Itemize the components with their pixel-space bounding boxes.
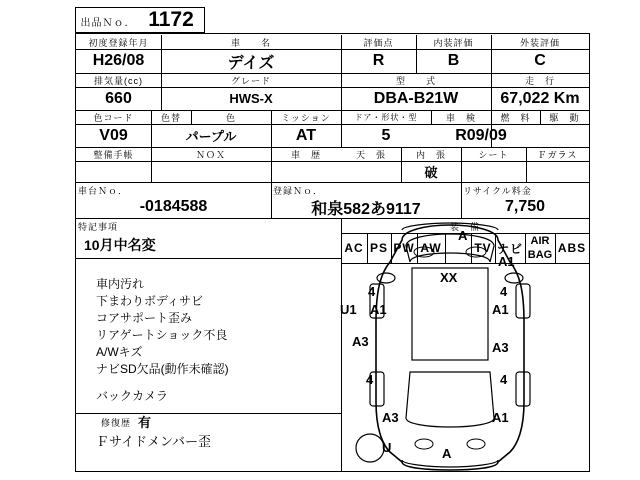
diagram-mark-6: A1: [370, 302, 387, 317]
drive-label: 駆 動: [549, 113, 580, 123]
equipment-cell-abs: ABS: [557, 241, 587, 255]
condition-note-2: コアサポート歪み: [96, 311, 193, 325]
diagram-mark-4: 4: [500, 284, 508, 299]
diagram-mark-1: A1: [498, 254, 515, 269]
diagram-mark-2: XX: [440, 270, 458, 285]
lot-number-label: 出品Ｎｏ．: [80, 17, 136, 29]
diagram-mark-0: A: [458, 228, 468, 243]
displacement-value: 660: [105, 89, 132, 107]
condition-note-6: [96, 378, 336, 388]
plate-value: 和泉582あ9117: [311, 200, 421, 218]
mileage-value: 67,022 Km: [500, 89, 580, 107]
equipment-label: 装 備: [449, 222, 480, 232]
inner-lining-value: 破: [424, 165, 438, 180]
diagram-mark-12: A3: [382, 410, 399, 425]
repair-history-flag: 有: [138, 415, 152, 430]
equipment-cell-pw: PW: [393, 241, 415, 255]
diagram-mark-13: A1: [492, 410, 509, 425]
diagram-mark-10: 4: [366, 372, 374, 387]
mission-value: AT: [295, 126, 317, 144]
equipment-cell-ac: AC: [344, 241, 364, 255]
car-outline-icon: [340, 222, 590, 472]
model-value: DBA-B21W: [373, 89, 459, 107]
seat-label: シート: [478, 150, 509, 160]
displacement-label: 排気量(cc): [94, 76, 143, 86]
repair-history-detail: Ｆサイドメンバー歪: [96, 434, 212, 449]
inspection-value: R09/09: [455, 126, 507, 144]
interior-rating-value: B: [447, 52, 460, 69]
diagram-mark-8: A3: [352, 334, 369, 349]
grade-label: グレード: [230, 76, 271, 86]
notes-label: 特記事項: [78, 222, 119, 232]
chassis-label: 車台Ｎｏ．: [78, 185, 129, 196]
doors-label: ドア・形状・型: [354, 113, 418, 122]
color-value: パープル: [185, 129, 237, 144]
diagram-mark-5: U1: [340, 302, 357, 317]
interior-rating-label: 内装評価: [433, 37, 474, 48]
condition-note-7: バックカメラ: [96, 389, 169, 403]
grade-value: HWS-X: [229, 91, 273, 106]
equipment-cell-ps: PS: [369, 241, 388, 255]
mission-label: ミッション: [281, 113, 331, 123]
roof-label: 天 張: [355, 150, 386, 160]
plate-label: 登録Ｎｏ．: [273, 185, 324, 196]
rating-value: R: [372, 52, 385, 69]
front-glass-label: Ｆガラス: [537, 150, 578, 160]
color-label: 色: [225, 113, 236, 123]
equipment-cell-airbag: AIR BAG: [527, 235, 553, 261]
inspection-label: 車 検: [445, 113, 476, 123]
nox-label: ＮＯＸ: [195, 150, 226, 160]
repaint-label: 色替: [160, 113, 181, 123]
doors-value: 5: [381, 126, 391, 144]
diagram-mark-11: 4: [500, 372, 508, 387]
history-label: 車 歴: [290, 150, 321, 160]
condition-note-0: 車内汚れ: [96, 277, 145, 291]
repair-history-label: 修復歴: [100, 417, 131, 428]
model-label: 型 式: [395, 76, 436, 86]
reg-year-label: 初度登録年月: [88, 37, 149, 48]
equipment-cell-tv: TV: [474, 241, 492, 255]
condition-notes: [96, 276, 336, 416]
car-damage-diagram: [340, 222, 590, 472]
colorcode-label: 色コード: [93, 113, 134, 123]
condition-note-3: リアゲートショック不良: [96, 328, 228, 342]
notes-value: 10月中名変: [84, 237, 156, 253]
lot-number-value: 1172: [148, 8, 194, 31]
car-name-value: デイズ: [227, 54, 275, 72]
condition-note-1: 下まわりボディサビ: [96, 294, 204, 308]
maint-book-label: 整備手帳: [93, 150, 134, 160]
recycle-value: 7,750: [504, 198, 546, 215]
lot-number-box: [75, 7, 205, 33]
condition-note-5: ナビSD欠品(動作未確認): [96, 362, 229, 376]
rating-label: 評価点: [363, 37, 394, 48]
chassis-value: -0184588: [139, 198, 208, 215]
exterior-rating-value: C: [534, 52, 546, 69]
reg-year-value: H26/08: [92, 52, 145, 69]
recycle-label: リサイクル料金: [463, 185, 532, 196]
exterior-rating-label: 外装評価: [519, 37, 560, 48]
colorcode-value: V09: [99, 126, 128, 144]
mileage-label: 走 行: [524, 76, 555, 86]
inner-lining-label: 内 張: [415, 150, 446, 160]
condition-note-4: A/Wキズ: [96, 345, 143, 359]
equipment-cell-aw: AW: [420, 241, 442, 255]
fuel-label: 燃 料: [500, 113, 531, 123]
diagram-mark-15: A: [442, 446, 452, 461]
diagram-mark-3: 4: [368, 284, 376, 299]
diagram-mark-7: A1: [492, 302, 509, 317]
equipment-cell-navi: ナビ: [496, 241, 523, 256]
diagram-mark-9: A3: [492, 340, 509, 355]
car-name-label: 車 名: [230, 37, 271, 48]
diagram-mark-14: U: [382, 440, 392, 455]
